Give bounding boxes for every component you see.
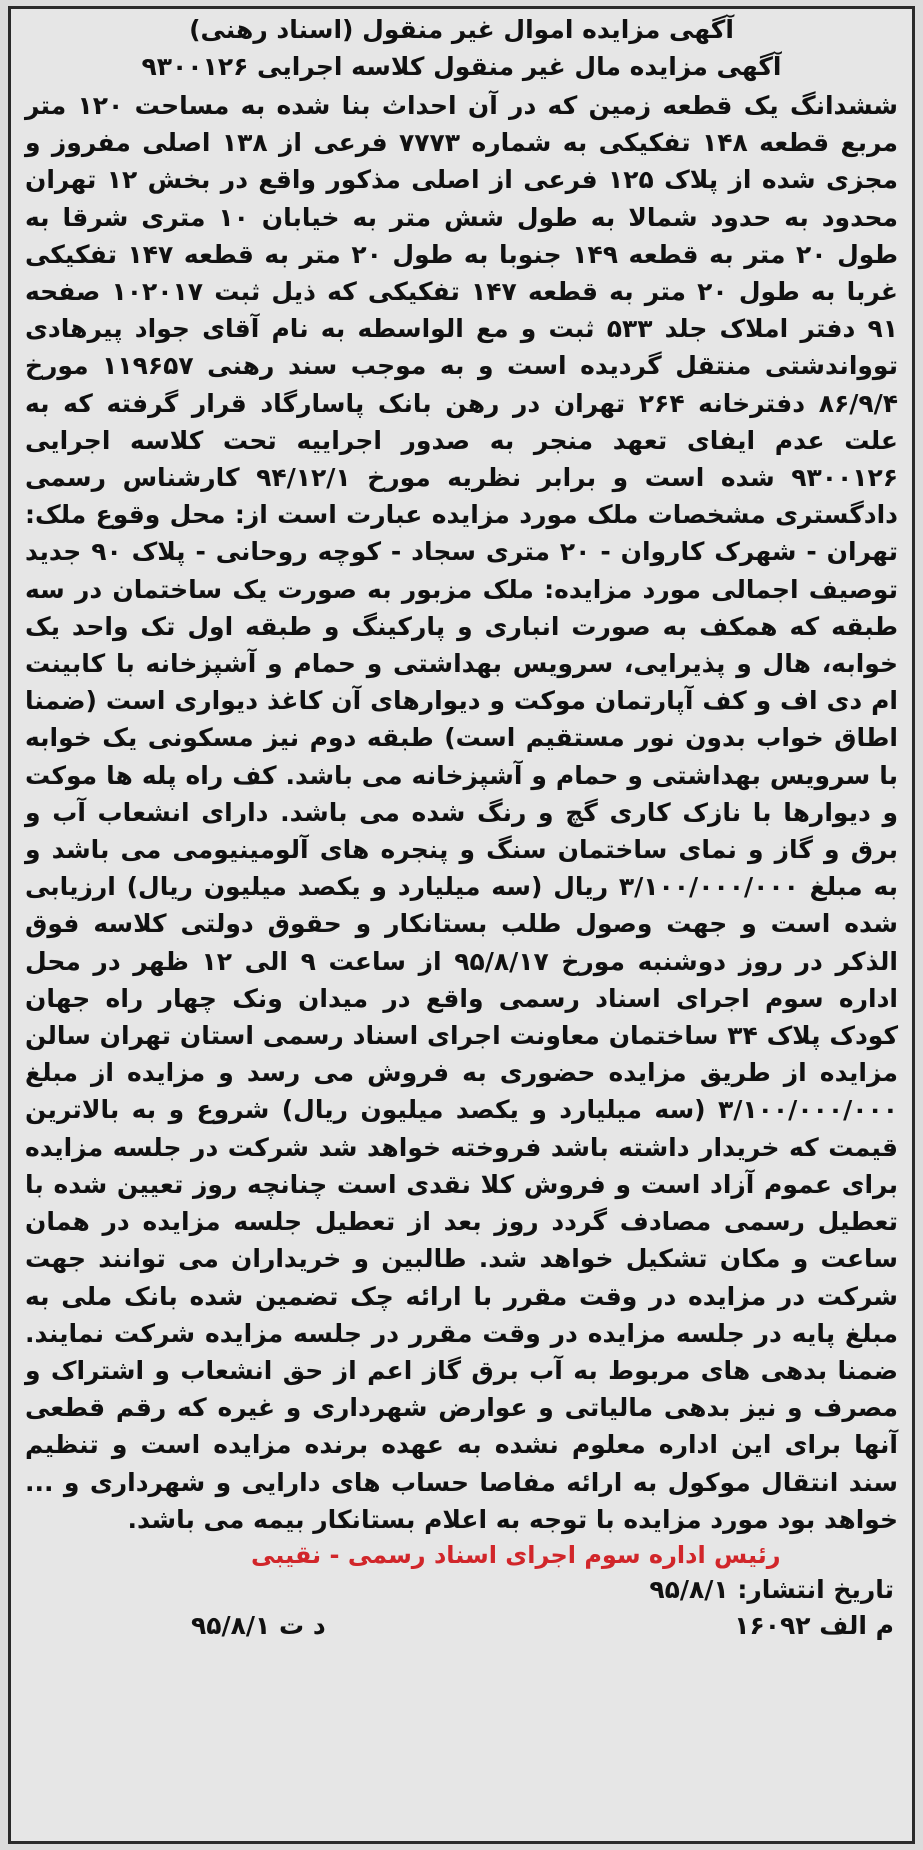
reference-number: م الف ۱۶۰۹۲ — [734, 1610, 894, 1640]
notice-body: ششدانگ یک قطعه زمین که در آن احداث بنا شده به مساحت ۱۲۰ متر مربع قطعه ۱۴۸ تفکیکی به شماره ۷۷۷۳ فرعی از ۱۳۸ اصلی مفروز و مجزی شده از پلاک ۱۲۵ فرعی از اصلی مذکور واقع در بخش ۱۲ تهران محدود به حدود شمالا به طول شش متر به خیابان ۱۰ متری شرقا به طول ۲۰ متر به قطعه ۱۴۹ جنوبا به طول ۲۰ متر به قطعه ۱۴۷ تفکیکی غربا به طول ۲۰ متر به قطعه ۱۴۷ تفکیکی که ذیل ثبت ۱۰۲۰۱۷ صفحه ۹۱ دفتر املاک جلد ۵۳۳ ثبت و مع الواسطه به نام آقای جواد پیرهادی توواندشتی منتقل گردیده است و به موجب سند رهنی ۱۱۹۶۵۷ مورخ ۸۶/۹/۴ دفترخانه ۲۶۴ تهران در رهن بانک پاسارگاد قرار گرفته که به علت عدم ایفای تعهد منجر به صدور اجراییه تحت کلاسه اجرایی ۹۳۰۰۱۲۶ شده است و برابر نظریه مورخ ۹۴/۱۲/۱ کارشناس رسمی دادگستری مشخصات ملک مورد مزایده عبارت است از: محل وقوع ملک: تهران - شهرک کاروان - ۲۰ متری سجاد - کوچه روحانی - پلاک ۹۰ جدید توصیف اجمالی مورد مزایده: ملک مزبور به صورت یک ساختمان در سه طبقه که همکف به صورت انباری و پارکینگ و طبقه اول تک واحد یک خوابه، هال و پذیرایی، سرویس بهداشتی و حمام و آشپزخانه با کابینت ام دی اف و کف آپارتمان موکت و دیوارهای آن کاغذ دیواری است (ضمنا اطاق خواب بدون نور مستقیم است) طبقه دوم نیز مسکونی یک خوابه با سرویس بهداشتی و حمام و آشپزخانه می باشد. کف راه پله ها موکت و دیوارها با نازک کاری گچ و رنگ شده می باشد. دارای انشعاب آب و برق و گاز و نمای ساختمان سنگ و پنجره های آلومینیومی می باشد و به مبلغ ۳/۱۰۰/۰۰۰/۰۰۰ ریال (سه میلیارد و یکصد میلیون ریال) ارزیابی شده است و جهت وصول طلب بستانکار و حقوق دولتی کلاسه فوق الذکر در روز دوشنبه مورخ ۹۵/۸/۱۷ از ساعت ۹ الی ۱۲ ظهر در محل اداره سوم اجرای اسناد رسمی واقع در میدان ونک چهار راه جهان کودک پلاک ۳۴ ساختمان معاونت اجرای اسناد رسمی استان تهران سالن مزایده از طریق مزایده حضوری به فروش می رسد و مزایده از مبلغ ۳/۱۰۰/۰۰۰/۰۰۰ (سه میلیارد و یکصد میلیون ریال) شروع و به بالاترین قیمت که خریدار داشته باشد فروخته خواهد شد شرکت در جلسه مزایده برای عموم آزاد است و فروش کلا نقدی است چنانچه روز تعیین شده با تعطیل رسمی مصادف گردد روز بعد از تعطیل جلسه مزایده در همان ساعت و مکان تشکیل خواهد شد. طالبین و خریداران می توانند جهت شرکت در مزایده در وقت مقرر با ارائه چک تضمین شده بانک ملی به مبلغ پایه در جلسه مزایده در وقت مقرر در جلسه مزایده شرکت نمایند. ضمنا بدهی های مربوط به آب برق گاز اعم از حق انشعاب و اشتراک و مصرف و نیز بدهی مالیاتی و عوارض شهرداری و غیره که رقم قطعی آنها برای این اداره معلوم نشده به عهده برنده مزایده است و تنظیم سند انتقال موکول به ارائه مفاصا حساب های دارایی و شهرداری و ... خواهد بود مورد مزایده با توجه به اعلام بستانکار بیمه می باشد. — [25, 91, 899, 1534]
reference-date: د ت ۹۵/۸/۱ — [191, 1610, 326, 1640]
publish-date: تاریخ انتشار: ۹۵/۸/۱ — [649, 1574, 894, 1604]
reference-row — [191, 1608, 894, 1644]
notice-paper — [8, 6, 915, 1844]
notice-title-1: آگهی مزایده اموال غیر منقول (اسناد رهنی) — [189, 15, 734, 44]
notice-title-2: آگهی مزایده مال غیر منقول کلاسه اجرایی ۹۳۰۰۱۲۶ — [141, 52, 782, 81]
signature: رئیس اداره سوم اجرای اسناد رسمی - نقیبی — [251, 1540, 781, 1569]
